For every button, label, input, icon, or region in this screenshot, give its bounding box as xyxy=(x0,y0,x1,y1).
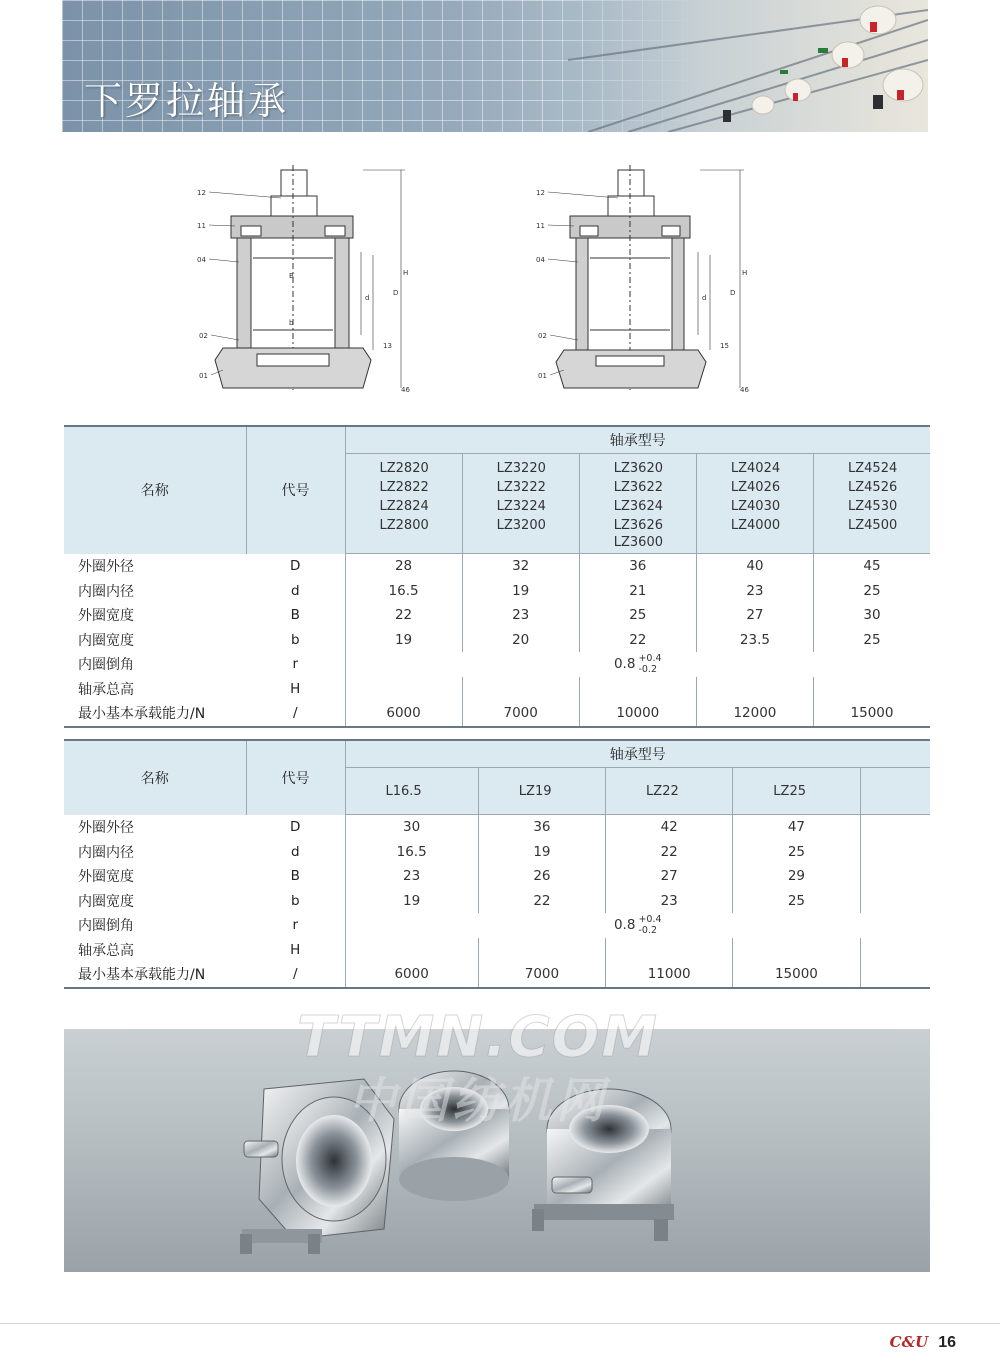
spec-table-1 xyxy=(64,425,930,728)
table-row: 外圈外径 D 28 32 36 40 45 xyxy=(64,554,930,579)
model-group-1: LZ2820 LZ2822 LZ2824 LZ2800 xyxy=(345,454,462,554)
model-group-3: LZ3620 LZ3622 LZ3624 LZ3626 LZ3600 xyxy=(579,454,696,554)
table-row: 内圈内径 d 16.5 19 21 23 25 xyxy=(64,579,930,604)
label-d: d xyxy=(365,294,370,302)
model-5 xyxy=(860,768,930,815)
label-12: 12 xyxy=(197,189,206,197)
table-row: 最小基本承载能力/N / 6000 7000 11000 15000 xyxy=(64,962,930,988)
label-d: d xyxy=(702,294,707,302)
label-11: 11 xyxy=(536,222,545,230)
label-04: 04 xyxy=(197,256,206,264)
label-04: 04 xyxy=(536,256,545,264)
model-1: L16.5 xyxy=(345,768,478,815)
label-D: D xyxy=(393,289,399,297)
header-banner xyxy=(62,0,928,132)
label-02: 02 xyxy=(538,332,547,340)
label-12: 12 xyxy=(536,189,545,197)
footer-divider xyxy=(0,1323,1000,1324)
label-H: H xyxy=(403,269,409,277)
table-row: 内圈内径 d 16.5 19 22 25 xyxy=(64,840,930,865)
watermark: TTMN.COM 中国纺机网 xyxy=(297,1005,659,1129)
table-row: 外圈宽度 B 22 23 25 27 30 xyxy=(64,603,930,628)
label-46: 46 xyxy=(740,386,749,394)
table-row: 内圈倒角 r 0.8 +0.4 -0.2 xyxy=(64,652,930,677)
chamfer-value: 0.8 +0.4 -0.2 xyxy=(613,914,662,937)
spec-table-2 xyxy=(64,739,930,989)
table-row: 内圈宽度 b 19 22 23 25 xyxy=(64,889,930,914)
brand-logo: C&U xyxy=(889,1333,929,1351)
bearing-drawing-left xyxy=(193,160,413,395)
table-row: 外圈宽度 B 23 26 27 29 xyxy=(64,864,930,889)
model-4: LZ25 xyxy=(733,768,860,815)
chamfer-value: 0.8 +0.4 -0.2 xyxy=(613,653,662,676)
label-02: 02 xyxy=(199,332,208,340)
header-name: 名称 xyxy=(64,740,246,815)
header-model-group: 轴承型号 xyxy=(345,740,930,768)
label-B: B xyxy=(289,272,294,280)
textile-machine-photo xyxy=(548,0,928,132)
label-46: 46 xyxy=(401,386,410,394)
model-group-2: LZ3220 LZ3222 LZ3224 LZ3200 xyxy=(462,454,579,554)
table-row: 外圈外径 D 30 36 42 47 xyxy=(64,815,930,840)
table-row: 轴承总高 H xyxy=(64,677,930,702)
label-15: 15 xyxy=(720,342,729,350)
label-b: b xyxy=(289,319,294,327)
table-row: 内圈宽度 b 19 20 22 23.5 25 xyxy=(64,628,930,653)
label-01: 01 xyxy=(199,372,208,380)
header-model-group: 轴承型号 xyxy=(345,426,930,454)
label-D: D xyxy=(730,289,736,297)
label-13: 13 xyxy=(383,342,392,350)
model-group-4: LZ4024 LZ4026 LZ4030 LZ4000 xyxy=(696,454,813,554)
model-3: LZ22 xyxy=(606,768,733,815)
model-group-5: LZ4524 LZ4526 LZ4530 LZ4500 xyxy=(814,454,931,554)
label-01: 01 xyxy=(538,372,547,380)
model-2: LZ19 xyxy=(478,768,605,815)
label-11: 11 xyxy=(197,222,206,230)
page-number: 16 xyxy=(938,1334,956,1351)
page-title: 下罗拉轴承 xyxy=(84,79,290,123)
header-code: 代号 xyxy=(246,740,345,815)
bearing-drawing-right xyxy=(532,160,752,395)
footer xyxy=(890,1333,956,1352)
label-H: H xyxy=(742,269,748,277)
header-code: 代号 xyxy=(246,426,345,554)
table-row: 最小基本承载能力/N / 6000 7000 10000 12000 15000 xyxy=(64,701,930,727)
header-name: 名称 xyxy=(64,426,246,554)
table-row: 轴承总高 H xyxy=(64,938,930,963)
table-row: 内圈倒角 r 0.8 +0.4 -0.2 xyxy=(64,913,930,938)
